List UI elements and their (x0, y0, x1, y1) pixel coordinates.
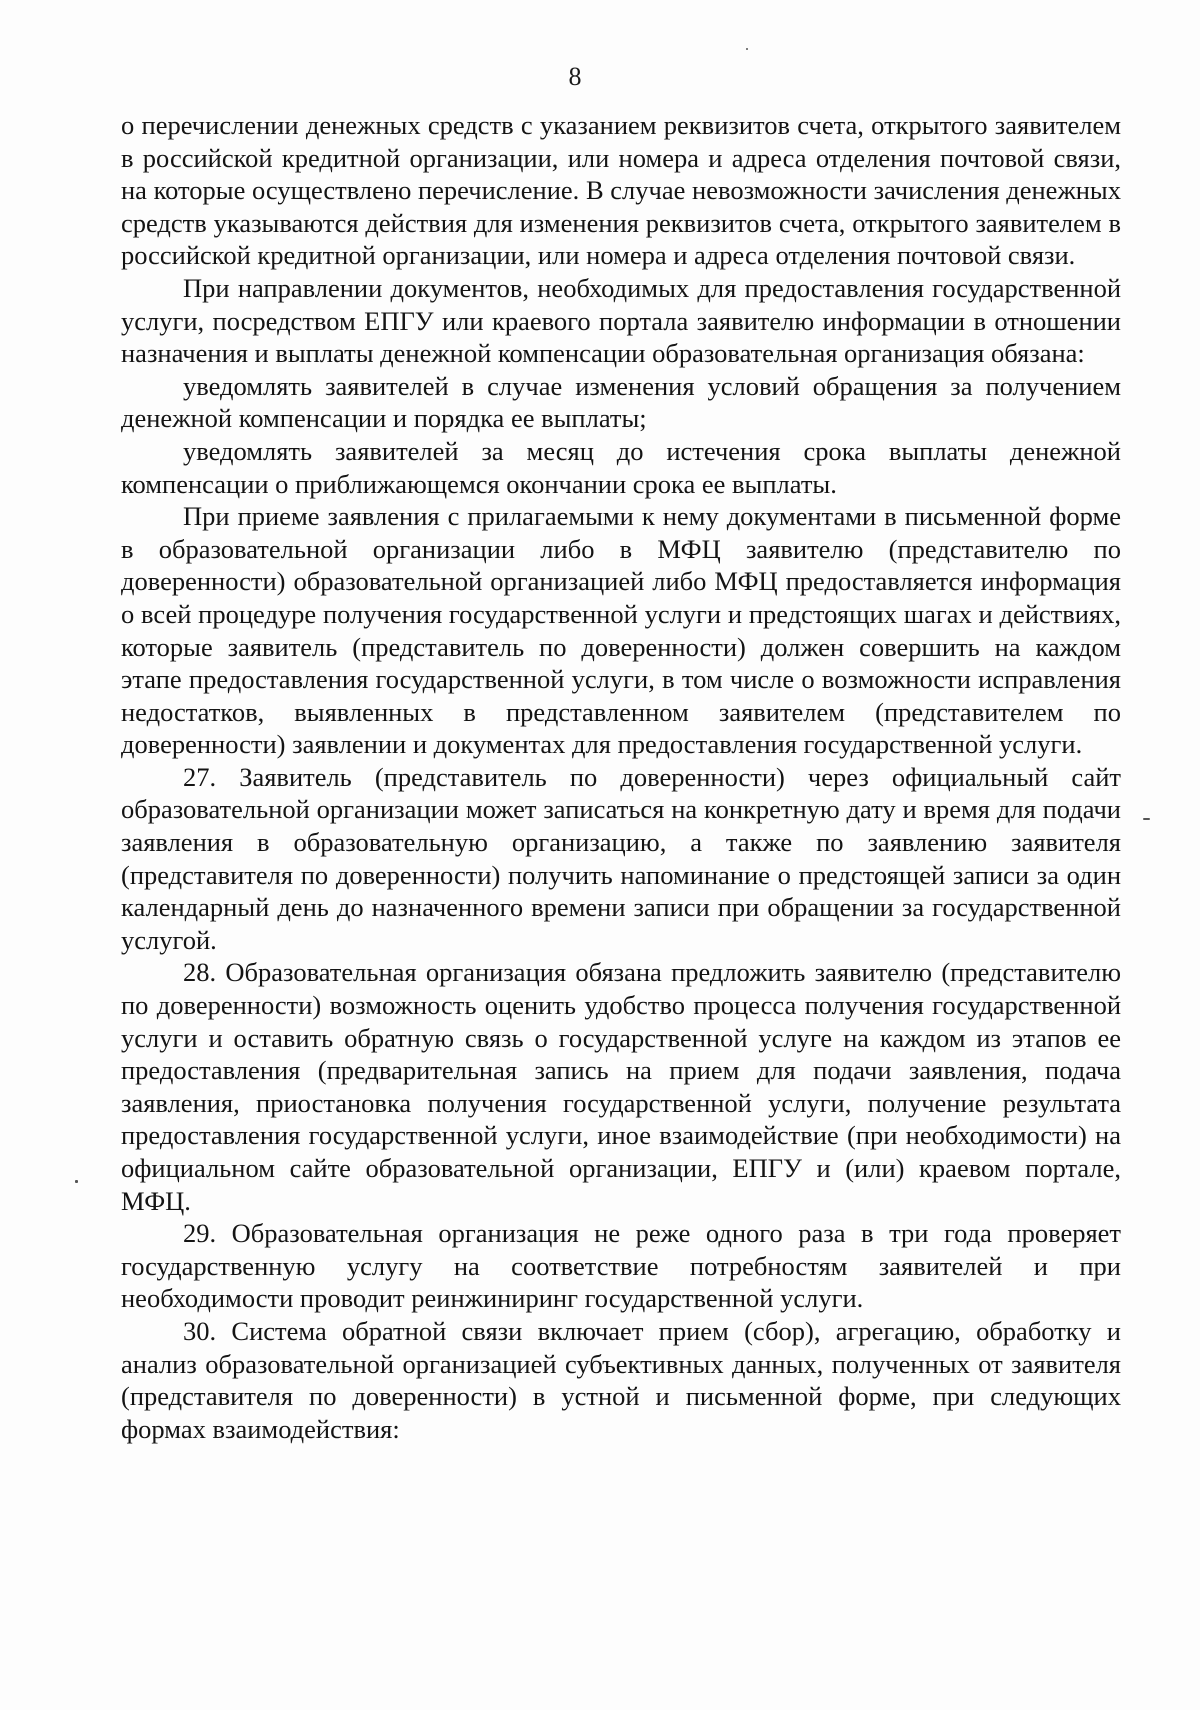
paragraph-item-30: 30. Система обратной связи включает прием (сбор), агрегацию, обработку и анализ образовательной организацией субъективных данных, полученных от заявителя (представителя по доверенности) в устной и письменной форме, при следующих формах взаимодействия: (121, 1315, 1121, 1444)
scan-speck (746, 48, 748, 50)
paragraph-epgu-obligations: При направлении документов, необходимых для предоставления государственной услуги, посредством ЕПГУ или краевого портала заявителю информации в отношении назначения и выплаты денежной компенсации образовательная организация обязана: (121, 272, 1121, 369)
paragraph-written-application: При приеме заявления с прилагаемыми к нему документами в письменной форме в образовательной организации либо в МФЦ заявителю (представителю по доверенности) образовательной организацией либо МФЦ предоставляется информация о всей процедуре получения государственной услуги и предстоящих шагах и действиях, которые заявитель (представитель по доверенности) должен совершить на каждом этапе предоставления государственной услуги, в том числе о возможности исправления недостатков, выявленных в представленном заявителем (представителем по доверенности) заявлении и документах для предоставления государственной услуги. (121, 501, 1121, 760)
paragraph-notify-conditions: уведомлять заявителей в случае изменения условий обращения за получением денежной компенсации и порядка ее выплаты; (121, 370, 1121, 434)
document-body (121, 109, 1121, 1445)
paragraph-payment-details: о перечислении денежных средств с указанием реквизитов счета, открытого заявителем в российской кредитной организации, или номера и адреса отделения почтовой связи, на которые осуществлено перечисление. В случае невозможности зачисления денежных средств указываются действия для изменения реквизитов счета, открытого заявителем в российской кредитной организации, или номера и адреса отделения почтовой связи. (121, 110, 1121, 271)
paragraph-item-28: 28. Образовательная организация обязана предложить заявителю (представителю по доверенности) возможность оценить удобство процесса получения государственной услуги и оставить обратную связь о государственной услуге на каждом из этапов ее предоставления (предварительная запись на прием для подачи заявления, подача заявления, приостановка получения государственной услуги, получение результата предоставления государственной услуги, иное взаимодействие (при необходимости) на официальном сайте образовательной организации, ЕПГУ и (или) краевом портале, МФЦ. (121, 957, 1121, 1216)
paragraph-item-27: 27. Заявитель (представитель по доверенности) через официальный сайт образовательной организации может записаться на конкретную дату и время для подачи заявления в образовательную организацию, а также по заявлению заявителя (представителя по доверенности) получить напоминание о предстоящей записи за один календарный день до назначенного времени записи при обращении за государственной услугой. (121, 761, 1121, 955)
paragraph-item-29: 29. Образовательная организация не реже одного раза в три года проверяет государственную услугу на соответствие потребностям заявителей и при необходимости проводит реинжиниринг государственной услуги. (121, 1218, 1121, 1314)
page-number: 8 (568, 62, 582, 91)
paragraph-notify-deadline: уведомлять заявителей за месяц до истечения срока выплаты денежной компенсации о приближающемся окончании срока ее выплаты. (121, 435, 1121, 499)
scan-speck (1143, 818, 1150, 820)
scan-speck (75, 1180, 78, 1183)
